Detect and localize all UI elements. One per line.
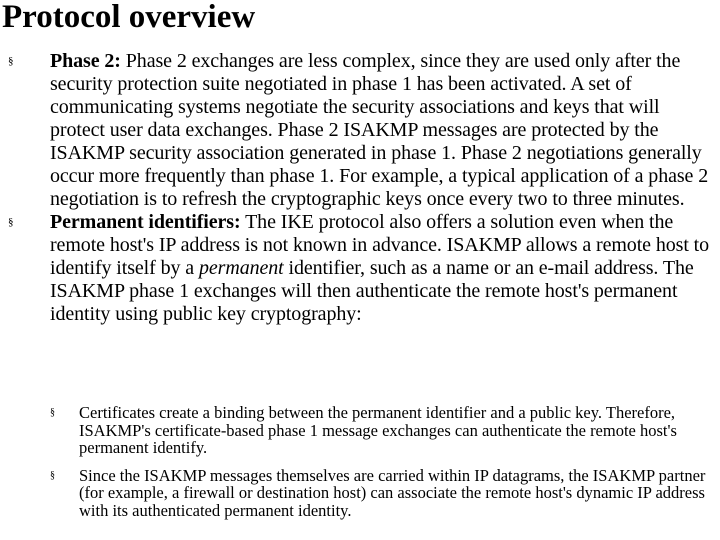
bullet-item-permanent-identifiers xyxy=(0,211,714,326)
bullet-body: Phase 2 exchanges are less complex, since they are used only after the security protection suite negotiated in phase 1 has been activated. A set of communicating systems negotiate the security associations and keys that will protect user data exchanges. Phase 2 ISAKMP messages are protected by the ISAKMP security association generated in phase 1. Phase 2 negotiations generally occur more frequently than phase 1. For example, a typical application of a phase 2 negotiation is to refresh the cryptographic keys once every two to three minutes. xyxy=(50,50,709,210)
bullet-marker: § xyxy=(8,55,14,67)
bullet-emphasis: permanent xyxy=(198,257,284,279)
bullet-body-end: identifier, such as a name or an e-mail address. The ISAKMP phase 1 exchanges will then authenticate the remote host's permanent identity using public key cryptography: xyxy=(50,257,694,325)
sub-bullet-marker: § xyxy=(50,407,55,418)
bullet-label: Permanent identifiers: xyxy=(50,211,241,233)
sub-bullet-text: Certificates create a binding between the permanent identifier and a public key. Therefore, ISAKMP's certificate-based phase 1 message exchanges can authenticate the remote host's permanent identify. xyxy=(79,403,677,457)
bullet-list xyxy=(0,50,720,326)
bullet-body-start: The IKE protocol also offers a solution even when the remote host's IP address is not known in advance. ISAKMP allows a remote host to identify itself by a xyxy=(50,211,710,279)
bullet-marker: § xyxy=(8,216,14,228)
sub-bullet-ip-datagrams xyxy=(0,467,717,520)
bullet-text xyxy=(50,211,714,326)
sub-bullet-text: Since the ISAKMP messages themselves are carried within IP datagrams, the ISAKMP partner (for example, a firewall or destination host) can associate the remote host's dynamic IP address with its authenticated permanent identity. xyxy=(79,465,706,520)
bullet-text xyxy=(50,50,714,211)
slide-title: Protocol overview xyxy=(2,0,256,35)
bullet-item-phase-2 xyxy=(0,50,714,211)
bullet-label: Phase 2: xyxy=(50,50,121,72)
sub-bullet-marker: § xyxy=(50,469,55,481)
sub-bullet-list xyxy=(0,404,720,519)
sub-bullet-certificates xyxy=(0,404,717,457)
